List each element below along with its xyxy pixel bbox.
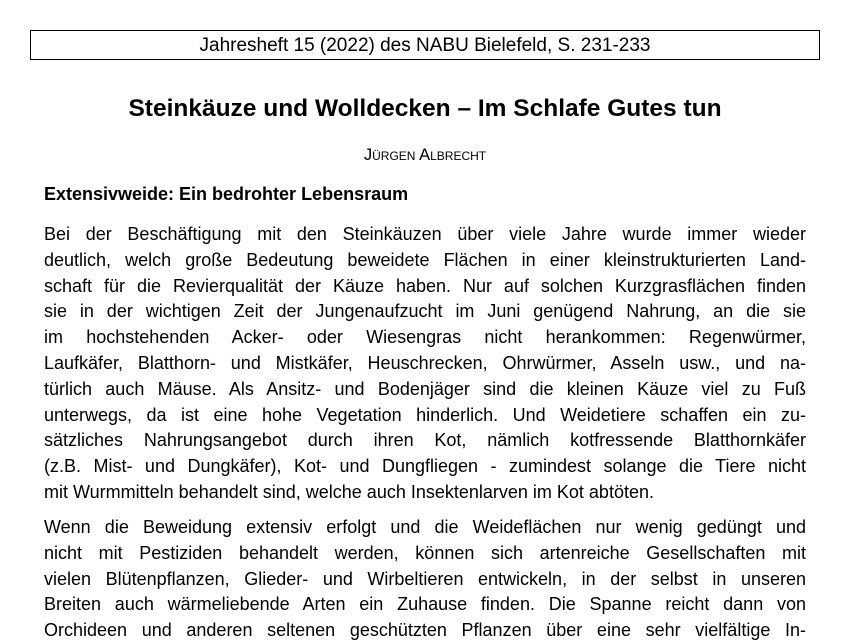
paragraph-line: sie in der wichtigen Zeit der Jungenaufzucht im Juni genügend Nahrung, an die sie bbox=[44, 301, 806, 322]
paragraph-line: türlich auch Mäuse. Als Ansitz- und Bodenjäger sind die kleinen Käuze viel zu Fuß bbox=[44, 378, 806, 399]
citation-text: Jahresheft 15 (2022) des NABU Bielefeld, S. 231-233 bbox=[199, 34, 651, 56]
article-title: Steinkäuze und Wolldecken – Im Schlafe Gutes tun bbox=[128, 95, 722, 122]
paragraph-1 bbox=[44, 222, 806, 506]
paragraph-line: im hochstehenden Acker- oder Wiesengras nicht herankommen: Regenwürmer, bbox=[44, 327, 806, 348]
citation-header-box bbox=[30, 30, 820, 60]
paragraph-line: Breiten auch wärmeliebende Arten ein Zuhause finden. Die Spanne reicht dann von bbox=[44, 594, 806, 615]
paragraph-line: unterwegs, da ist eine hohe Vegetation hinderlich. Und Weidetiere schaffen ein zu- bbox=[44, 404, 806, 425]
paragraph-line: Orchideen und anderen seltenen geschützten Pflanzen über eine sehr vielfältige In- bbox=[44, 620, 806, 641]
article-author: Jürgen Albrecht bbox=[363, 146, 487, 164]
section-heading: Extensivweide: Ein bedrohter Lebensraum bbox=[44, 184, 409, 204]
paragraph-line: (z.B. Mist- und Dungkäfer), Kot- und Dungfliegen - zumindest solange die Tiere nicht bbox=[44, 456, 806, 477]
paragraph-line: sätzliches Nahrungsangebot durch ihren Kot, nämlich kotfressende Blatthornkäfer bbox=[44, 430, 806, 451]
paragraph-line: deutlich, welch große Bedeutung beweidete Flächen in einer kleinstrukturierten Land- bbox=[44, 249, 806, 270]
paragraph-line: nicht mit Pestiziden behandelt werden, können sich artenreiche Gesellschaften mit bbox=[44, 542, 806, 563]
paragraph-2 bbox=[44, 515, 806, 644]
paragraph-line: mit Wurmmitteln behandelt sind, welche auch Insektenlarven im Kot abtöten. bbox=[44, 481, 654, 502]
paragraph-line: Laufkäfer, Blatthorn- und Mistkäfer, Heuschrecken, Ohrwürmer, Asseln usw., und na- bbox=[44, 352, 806, 373]
paragraph-line: Bei der Beschäftigung mit den Steinkäuzen über viele Jahre wurde immer wieder bbox=[44, 224, 806, 244]
paragraph-line: schaft für die Revierqualität der Käuze haben. Nur auf solchen Kurzgrasflächen finden bbox=[44, 275, 806, 296]
paragraph-line: vielen Blütenpflanzen, Glieder- und Wirbeltieren entwickeln, in der selbst in unseren bbox=[44, 568, 806, 589]
paragraph-line: Wenn die Beweidung extensiv erfolgt und die Weideflächen nur wenig gedüngt und bbox=[44, 517, 806, 537]
